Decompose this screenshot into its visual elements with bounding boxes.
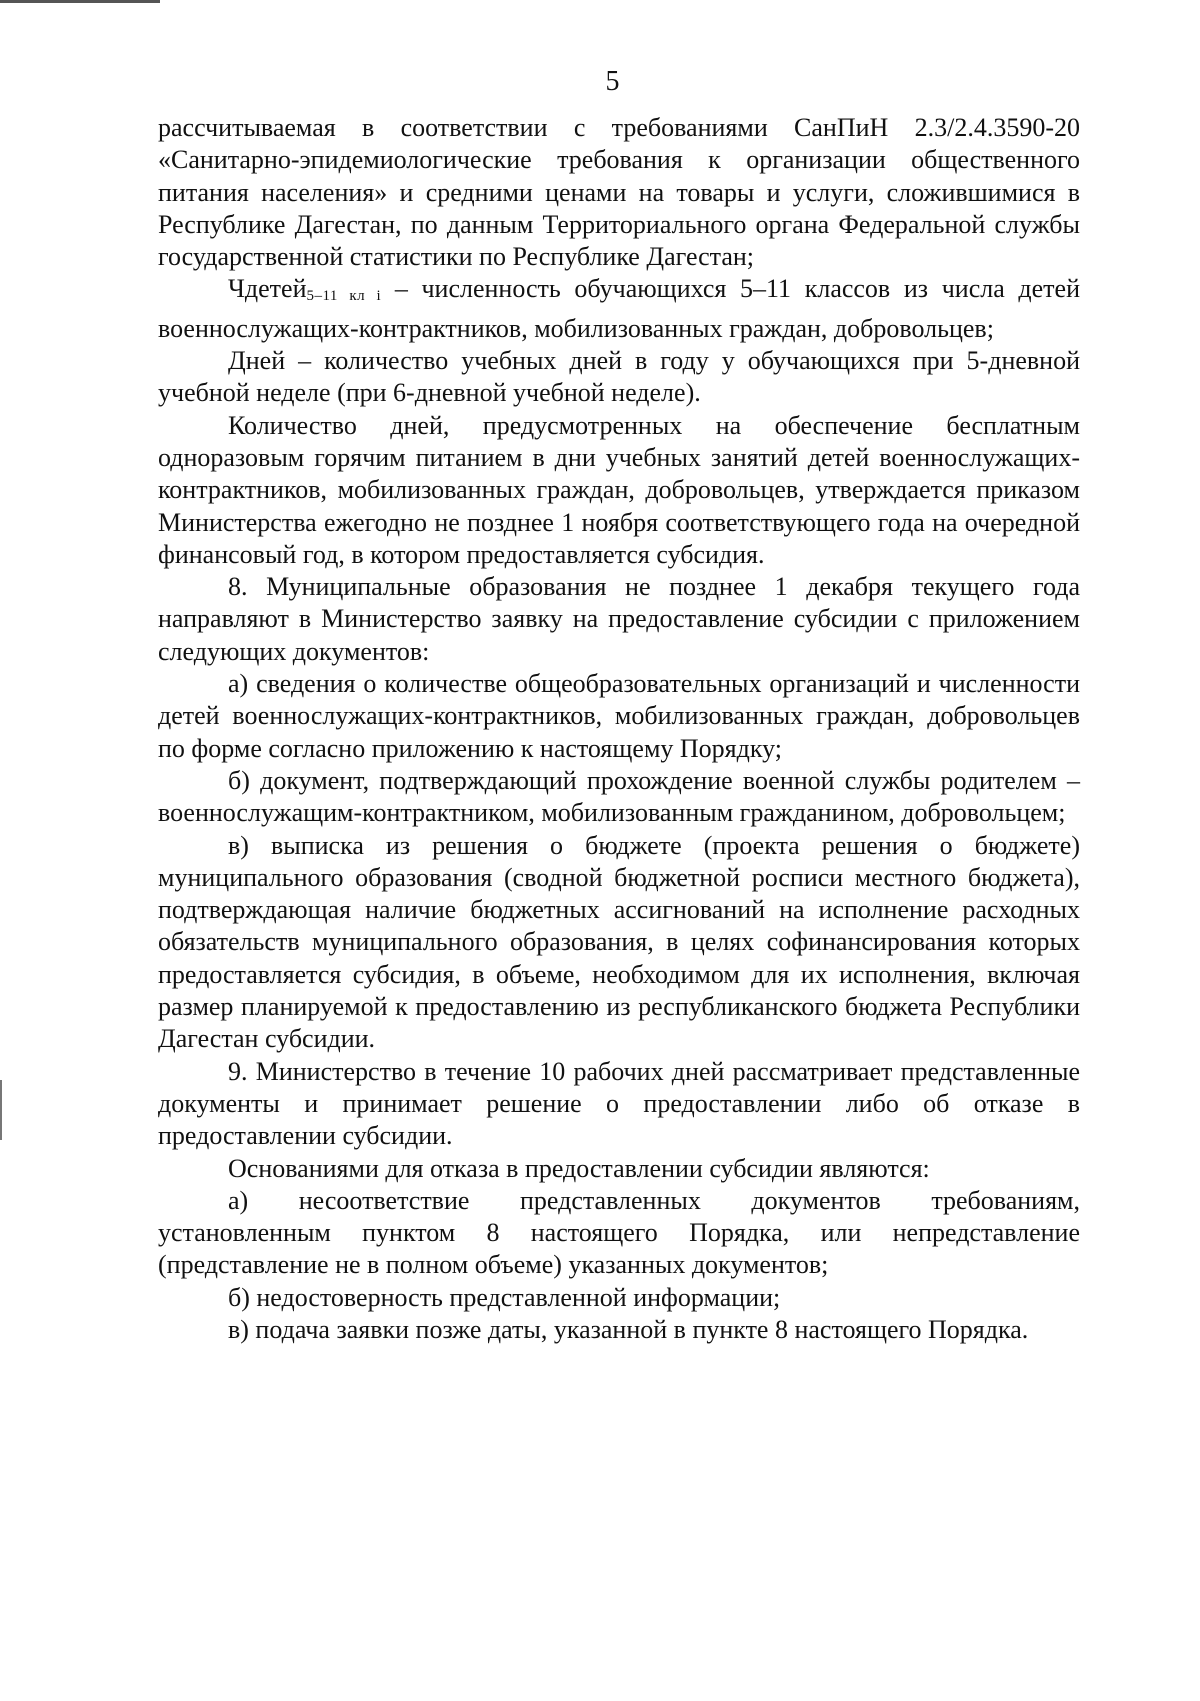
scan-artifact-edge: [0, 1080, 2, 1140]
scan-artifact-top: [0, 0, 160, 3]
paragraph-item-8v: в) выписка из решения о бюджете (проекта решения о бюджете) муниципального образования (сводной бюджетной росписи местного бюджета), подтверждающая наличие бюджетных ассигнований на исполнение расходных обязательств муниципального образования, в целях софинансирования которых предоставляется субсидия, в объеме, необходимом для их исполнения, включая размер планируемой к предоставлению из республиканского бюджета Республики Дагестан субсидии.: [158, 830, 1080, 1054]
formula-subscript: 5–11 кл i: [306, 288, 382, 305]
paragraph-children-count: [158, 273, 1080, 345]
paragraph-days-count: Количество дней, предусмотренных на обеспечение бесплатным одноразовым горячим питанием в дни учебных занятий детей военнослужащих-контрактников, мобилизованных граждан, добровольцев, утверждается приказом Министерства ежегодно не позднее 1 ноября соответствующего года на очередной финансовый год, в котором предоставляется субсидия.: [158, 410, 1080, 569]
page-number: 5: [605, 66, 620, 97]
paragraph-item-8: 8. Муниципальные образования не позднее 1 декабря текущего года направляют в Министерство заявку на предоставление субсидии с приложением следующих документов:: [158, 572, 1080, 666]
paragraph-item-8a: а) сведения о количестве общеобразовательных организаций и численности детей военнослужащих-контрактников, мобилизованных граждан, добровольцев по форме согласно приложению к настоящему Порядку;: [158, 669, 1080, 763]
formula-definition: – численность обучающихся 5–11 классов из числа детей военнослужащих-контрактников, мобилизованных граждан, добровольцев;: [158, 274, 1080, 343]
paragraph-refusal-v: в) подача заявки позже даты, указанной в пункте 8 настоящего Порядка.: [228, 1314, 1029, 1344]
paragraph-sanpin-continuation: рассчитываемая в соответствии с требованиями СанПиН 2.3/2.4.3590-20 «Санитарно-эпидемиологические требования к организации общественного питания населения» и средними ценами на товары и услуги, сложившимися в Республике Дагестан, по данным Территориального органа Федеральной службы государственной статистики по Республике Дагестан;: [158, 113, 1080, 272]
document-body: [158, 112, 1080, 1346]
paragraph-refusal-b: б) недостоверность представленной информации;: [228, 1282, 781, 1312]
paragraph-days: Дней – количество учебных дней в году у обучающихся при 5-дневной учебной неделе (при 6-дневной учебной неделе).: [158, 346, 1080, 408]
formula-symbol: Чдетей: [228, 274, 307, 304]
paragraph-item-9: 9. Министерство в течение 10 рабочих дней рассматривает представленные документы и принимает решение о предоставлении либо об отказе в предоставлении субсидии.: [158, 1056, 1080, 1151]
paragraph-refusal-a: а) несоответствие представленных документов требованиям, установленным пунктом 8 настоящего Порядка, или непредставление (представление не в полном объеме) указанных документов;: [158, 1185, 1080, 1280]
paragraph-refusal-grounds: Основаниями для отказа в предоставлении субсидии являются:: [228, 1153, 930, 1183]
paragraph-item-8b: б) документ, подтверждающий прохождение военной службы родителем – военнослужащим-контрактником, мобилизованным гражданином, добровольцем;: [158, 765, 1080, 828]
